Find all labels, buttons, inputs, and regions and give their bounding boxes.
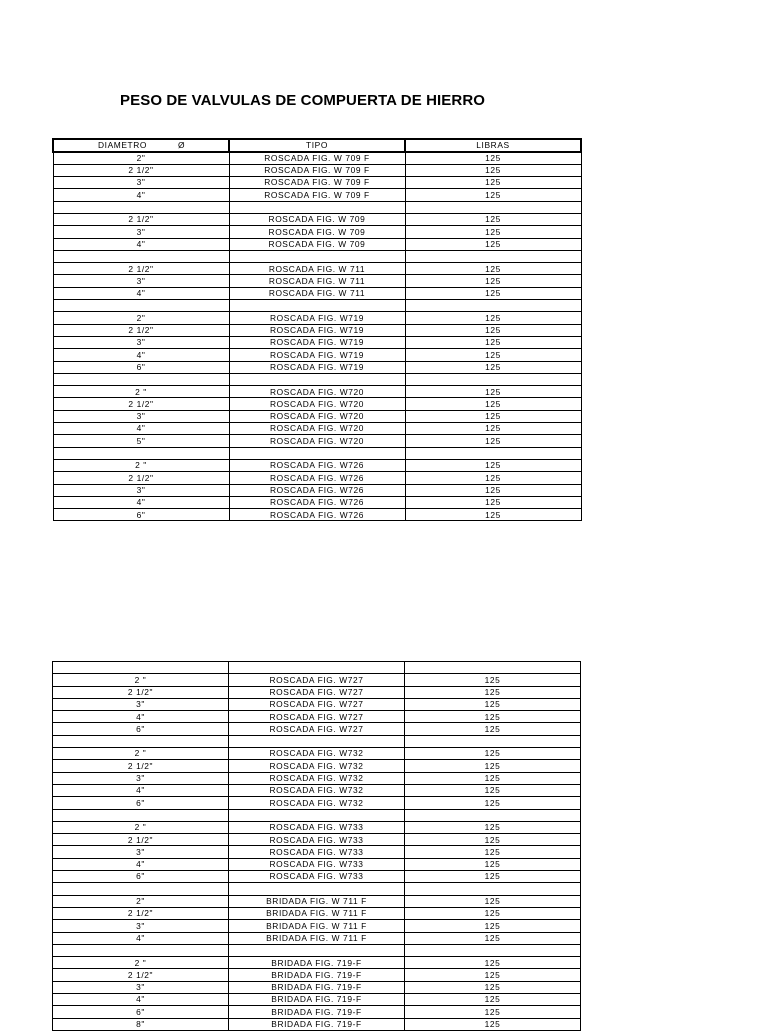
libras-cell: 125 [405, 324, 581, 336]
libras-cell: 125 [405, 336, 581, 348]
tipo-cell: ROSCADA FIG. W732 [229, 784, 405, 796]
diametro-cell [53, 883, 229, 895]
header-row [53, 139, 581, 152]
table-row [53, 152, 581, 165]
libras-cell: 125 [405, 164, 581, 176]
libras-cell [405, 883, 581, 895]
libras-cell: 125 [405, 834, 581, 846]
tipo-cell: ROSCADA FIG. W720 [229, 398, 405, 410]
diametro-cell: 4" [53, 349, 229, 361]
tipo-cell: BRIDADA FIG. W 711 F [229, 920, 405, 932]
table-row [53, 177, 581, 189]
diametro-cell: 4" [53, 496, 229, 508]
diametro-cell: 6" [53, 1006, 229, 1018]
tipo-cell: ROSCADA FIG. W732 [229, 772, 405, 784]
table-row [53, 213, 581, 225]
libras-cell: 125 [405, 386, 581, 398]
libras-cell: 125 [405, 932, 581, 944]
libras-cell [405, 447, 581, 459]
libras-cell [405, 373, 581, 385]
header-tipo: TIPO [229, 139, 405, 152]
diametro-cell: 3" [53, 920, 229, 932]
libras-cell: 125 [405, 275, 581, 287]
tipo-cell: ROSCADA FIG. W733 [229, 871, 405, 883]
diametro-cell: 3" [53, 846, 229, 858]
table-row [53, 1018, 581, 1030]
tipo-cell: ROSCADA FIG. W 709 F [229, 152, 405, 165]
tipo-cell: ROSCADA FIG. W732 [229, 748, 405, 760]
diametro-cell: 4" [53, 932, 229, 944]
table-row [53, 263, 581, 275]
diametro-cell: 4" [53, 711, 229, 723]
tipo-cell: ROSCADA FIG. W 711 [229, 263, 405, 275]
diametro-cell [53, 201, 229, 213]
table-row [53, 920, 581, 932]
table-row [53, 484, 581, 496]
libras-cell: 125 [405, 213, 581, 225]
diametro-cell: 2 " [53, 674, 229, 686]
table-row [53, 410, 581, 422]
table-row [53, 226, 581, 238]
tipo-cell [229, 300, 405, 312]
table-row [53, 674, 581, 686]
tipo-cell: ROSCADA FIG. W733 [229, 846, 405, 858]
tipo-cell: ROSCADA FIG. W720 [229, 386, 405, 398]
tipo-cell: ROSCADA FIG. W 711 [229, 275, 405, 287]
table-row [53, 821, 581, 833]
libras-cell: 125 [405, 349, 581, 361]
libras-cell: 125 [405, 312, 581, 324]
tipo-cell: ROSCADA FIG. W726 [229, 459, 405, 471]
libras-cell: 125 [405, 189, 581, 201]
diametro-cell: 2 " [53, 386, 229, 398]
table-row [53, 361, 581, 373]
libras-cell: 125 [405, 969, 581, 981]
table-row [53, 932, 581, 944]
tipo-cell: BRIDADA FIG. 719-F [229, 994, 405, 1006]
table-row [53, 423, 581, 435]
table-row [53, 238, 581, 250]
diametro-cell: 2 1/2" [53, 472, 229, 484]
diametro-cell: 3" [53, 275, 229, 287]
libras-cell: 125 [405, 957, 581, 969]
diametro-cell: 3" [53, 410, 229, 422]
tipo-cell: BRIDADA FIG. 719-F [229, 981, 405, 993]
table-row [53, 398, 581, 410]
table-row [53, 509, 581, 521]
tipo-cell: ROSCADA FIG. W720 [229, 410, 405, 422]
libras-cell [405, 662, 581, 674]
table-row [53, 435, 581, 447]
libras-cell [405, 944, 581, 956]
table-row [53, 373, 581, 385]
table-row [53, 349, 581, 361]
libras-cell: 125 [405, 226, 581, 238]
diametro-cell: 6" [53, 361, 229, 373]
diametro-cell: 2" [53, 312, 229, 324]
libras-cell: 125 [405, 895, 581, 907]
libras-cell: 125 [405, 435, 581, 447]
table-row [53, 858, 581, 870]
diametro-cell: 2 1/2" [53, 324, 229, 336]
tipo-cell: ROSCADA FIG. W 709 F [229, 164, 405, 176]
tipo-cell: ROSCADA FIG. W719 [229, 349, 405, 361]
tipo-cell: ROSCADA FIG. W726 [229, 484, 405, 496]
diametro-cell [53, 300, 229, 312]
table-row [53, 895, 581, 907]
diametro-cell: 3" [53, 177, 229, 189]
tipo-cell: ROSCADA FIG. W732 [229, 760, 405, 772]
libras-cell: 125 [405, 748, 581, 760]
tipo-cell: ROSCADA FIG. W720 [229, 435, 405, 447]
libras-cell: 125 [405, 238, 581, 250]
libras-cell: 125 [405, 686, 581, 698]
valve-weight-table [52, 138, 582, 521]
libras-cell: 125 [405, 472, 581, 484]
diametro-cell: 2 1/2" [53, 834, 229, 846]
libras-cell: 125 [405, 760, 581, 772]
tipo-cell: ROSCADA FIG. W727 [229, 723, 405, 735]
tipo-cell: ROSCADA FIG. W733 [229, 858, 405, 870]
table-row [53, 336, 581, 348]
diametro-cell: 4" [53, 858, 229, 870]
table-body [53, 662, 581, 1031]
table-row [53, 871, 581, 883]
tipo-cell: ROSCADA FIG. W726 [229, 509, 405, 521]
diametro-cell: 2 " [53, 748, 229, 760]
diametro-cell: 2 1/2" [53, 969, 229, 981]
diametro-cell: 2 " [53, 459, 229, 471]
table-row [53, 834, 581, 846]
table-row [53, 711, 581, 723]
tipo-cell: ROSCADA FIG. W 709 F [229, 177, 405, 189]
libras-cell: 125 [405, 698, 581, 710]
tipo-cell: ROSCADA FIG. W719 [229, 336, 405, 348]
tipo-cell [229, 201, 405, 213]
tipo-cell: BRIDADA FIG. 719-F [229, 957, 405, 969]
diametro-cell: 3" [53, 336, 229, 348]
libras-cell: 125 [405, 263, 581, 275]
tipo-cell: BRIDADA FIG. 719-F [229, 969, 405, 981]
table-row [53, 907, 581, 919]
table-row [53, 994, 581, 1006]
libras-cell: 125 [405, 994, 581, 1006]
libras-cell: 125 [405, 410, 581, 422]
table-row [53, 760, 581, 772]
diametro-cell: 2 " [53, 821, 229, 833]
tipo-cell: BRIDADA FIG. 719-F [229, 1006, 405, 1018]
table-row [53, 275, 581, 287]
libras-cell: 125 [405, 674, 581, 686]
tipo-cell: BRIDADA FIG. W 711 F [229, 932, 405, 944]
table-row [53, 784, 581, 796]
diametro-cell [53, 944, 229, 956]
table-row [53, 201, 581, 213]
diametro-cell: 4" [53, 238, 229, 250]
diametro-cell: 2 1/2" [53, 760, 229, 772]
libras-cell: 125 [405, 459, 581, 471]
table-row [53, 735, 581, 747]
table-row [53, 686, 581, 698]
tipo-cell: ROSCADA FIG. W733 [229, 821, 405, 833]
tipo-cell: ROSCADA FIG. W726 [229, 472, 405, 484]
table-row [53, 846, 581, 858]
table-row [53, 1006, 581, 1018]
table-row [53, 287, 581, 299]
table-row [53, 300, 581, 312]
libras-cell: 125 [405, 821, 581, 833]
diametro-cell: 3" [53, 226, 229, 238]
libras-cell: 125 [405, 772, 581, 784]
libras-cell: 125 [405, 509, 581, 521]
diametro-cell: 2" [53, 152, 229, 165]
libras-cell: 125 [405, 711, 581, 723]
diametro-cell: 2" [53, 895, 229, 907]
table-row [53, 944, 581, 956]
tipo-cell: BRIDADA FIG. W 711 F [229, 895, 405, 907]
table-row [53, 809, 581, 821]
table-row [53, 459, 581, 471]
tipo-cell: BRIDADA FIG. 719-F [229, 1018, 405, 1030]
diametro-cell [53, 373, 229, 385]
table-row [53, 723, 581, 735]
table-row [53, 164, 581, 176]
libras-cell: 125 [405, 152, 581, 165]
tipo-cell: ROSCADA FIG. W 709 [229, 226, 405, 238]
libras-cell: 125 [405, 496, 581, 508]
diametro-cell: 4" [53, 994, 229, 1006]
table-header [53, 139, 581, 152]
libras-cell: 125 [405, 177, 581, 189]
diametro-cell: 6" [53, 797, 229, 809]
libras-cell [405, 809, 581, 821]
diametro-cell [53, 662, 229, 674]
table-row [53, 324, 581, 336]
libras-cell [405, 735, 581, 747]
libras-cell: 125 [405, 871, 581, 883]
diametro-cell: 2 1/2" [53, 263, 229, 275]
libras-cell [405, 250, 581, 262]
header-diametro-label: DIAMETRO [98, 140, 148, 150]
libras-cell: 125 [405, 858, 581, 870]
diametro-cell: 8" [53, 1018, 229, 1030]
diametro-cell: 2 1/2" [53, 213, 229, 225]
tipo-cell [229, 250, 405, 262]
libras-cell [405, 201, 581, 213]
libras-cell: 125 [405, 784, 581, 796]
diametro-cell [53, 809, 229, 821]
table-row [53, 772, 581, 784]
tipo-cell: ROSCADA FIG. W719 [229, 324, 405, 336]
diametro-cell: 6" [53, 871, 229, 883]
diametro-cell: 3" [53, 484, 229, 496]
diametro-cell [53, 250, 229, 262]
diametro-cell: 2 " [53, 957, 229, 969]
table-row [53, 250, 581, 262]
tipo-cell [229, 447, 405, 459]
libras-cell: 125 [405, 981, 581, 993]
libras-cell: 125 [405, 484, 581, 496]
tipo-cell: ROSCADA FIG. W733 [229, 834, 405, 846]
header-libras: LIBRAS [405, 139, 581, 152]
tipo-cell: ROSCADA FIG. W727 [229, 711, 405, 723]
diametro-cell: 2 1/2" [53, 686, 229, 698]
table-row [53, 698, 581, 710]
table-row [53, 957, 581, 969]
tipo-cell: ROSCADA FIG. W719 [229, 312, 405, 324]
header-diametro-symbol: Ø [178, 140, 186, 150]
diametro-cell: 3" [53, 772, 229, 784]
tipo-cell: ROSCADA FIG. W 709 [229, 238, 405, 250]
tipo-cell [229, 373, 405, 385]
diametro-cell: 3" [53, 981, 229, 993]
diametro-cell: 3" [53, 698, 229, 710]
diametro-cell: 2 1/2" [53, 398, 229, 410]
header-diametro [53, 139, 229, 152]
libras-cell: 125 [405, 423, 581, 435]
tipo-cell: ROSCADA FIG. W720 [229, 423, 405, 435]
diametro-cell: 6" [53, 723, 229, 735]
page-title: PESO DE VALVULAS DE COMPUERTA DE HIERRO [120, 92, 486, 109]
diametro-cell: 4" [53, 784, 229, 796]
table-row [53, 312, 581, 324]
tipo-cell: ROSCADA FIG. W732 [229, 797, 405, 809]
libras-cell: 125 [405, 920, 581, 932]
libras-cell: 125 [405, 287, 581, 299]
table-row [53, 969, 581, 981]
tipo-cell: BRIDADA FIG. W 711 F [229, 907, 405, 919]
table-row [53, 662, 581, 674]
libras-cell: 125 [405, 846, 581, 858]
tipo-cell [229, 883, 405, 895]
tipo-cell: ROSCADA FIG. W727 [229, 686, 405, 698]
tipo-cell [229, 662, 405, 674]
table-row [53, 496, 581, 508]
tipo-cell [229, 944, 405, 956]
diametro-cell: 5" [53, 435, 229, 447]
table-row [53, 386, 581, 398]
tipo-cell [229, 809, 405, 821]
tipo-cell: ROSCADA FIG. W727 [229, 698, 405, 710]
diametro-cell: 4" [53, 423, 229, 435]
table-row [53, 189, 581, 201]
libras-cell: 125 [405, 907, 581, 919]
table-row [53, 472, 581, 484]
tipo-cell: ROSCADA FIG. W 711 [229, 287, 405, 299]
diametro-cell: 2 1/2" [53, 164, 229, 176]
diametro-cell: 6" [53, 509, 229, 521]
tipo-cell: ROSCADA FIG. W 709 [229, 213, 405, 225]
libras-cell [405, 300, 581, 312]
table-row [53, 797, 581, 809]
libras-cell: 125 [405, 723, 581, 735]
tipo-cell: ROSCADA FIG. W 709 F [229, 189, 405, 201]
valve-weight-table-continued [52, 661, 581, 1031]
table-row [53, 883, 581, 895]
diametro-cell: 4" [53, 189, 229, 201]
table-row [53, 981, 581, 993]
tipo-cell: ROSCADA FIG. W727 [229, 674, 405, 686]
table-row [53, 447, 581, 459]
diametro-cell: 2 1/2" [53, 907, 229, 919]
tipo-cell: ROSCADA FIG. W719 [229, 361, 405, 373]
diametro-cell [53, 447, 229, 459]
libras-cell: 125 [405, 1006, 581, 1018]
libras-cell: 125 [405, 797, 581, 809]
table-row [53, 748, 581, 760]
libras-cell: 125 [405, 398, 581, 410]
tipo-cell: ROSCADA FIG. W726 [229, 496, 405, 508]
diametro-cell: 4" [53, 287, 229, 299]
table-body [53, 152, 581, 521]
libras-cell: 125 [405, 361, 581, 373]
diametro-cell [53, 735, 229, 747]
tipo-cell [229, 735, 405, 747]
libras-cell: 125 [405, 1018, 581, 1030]
